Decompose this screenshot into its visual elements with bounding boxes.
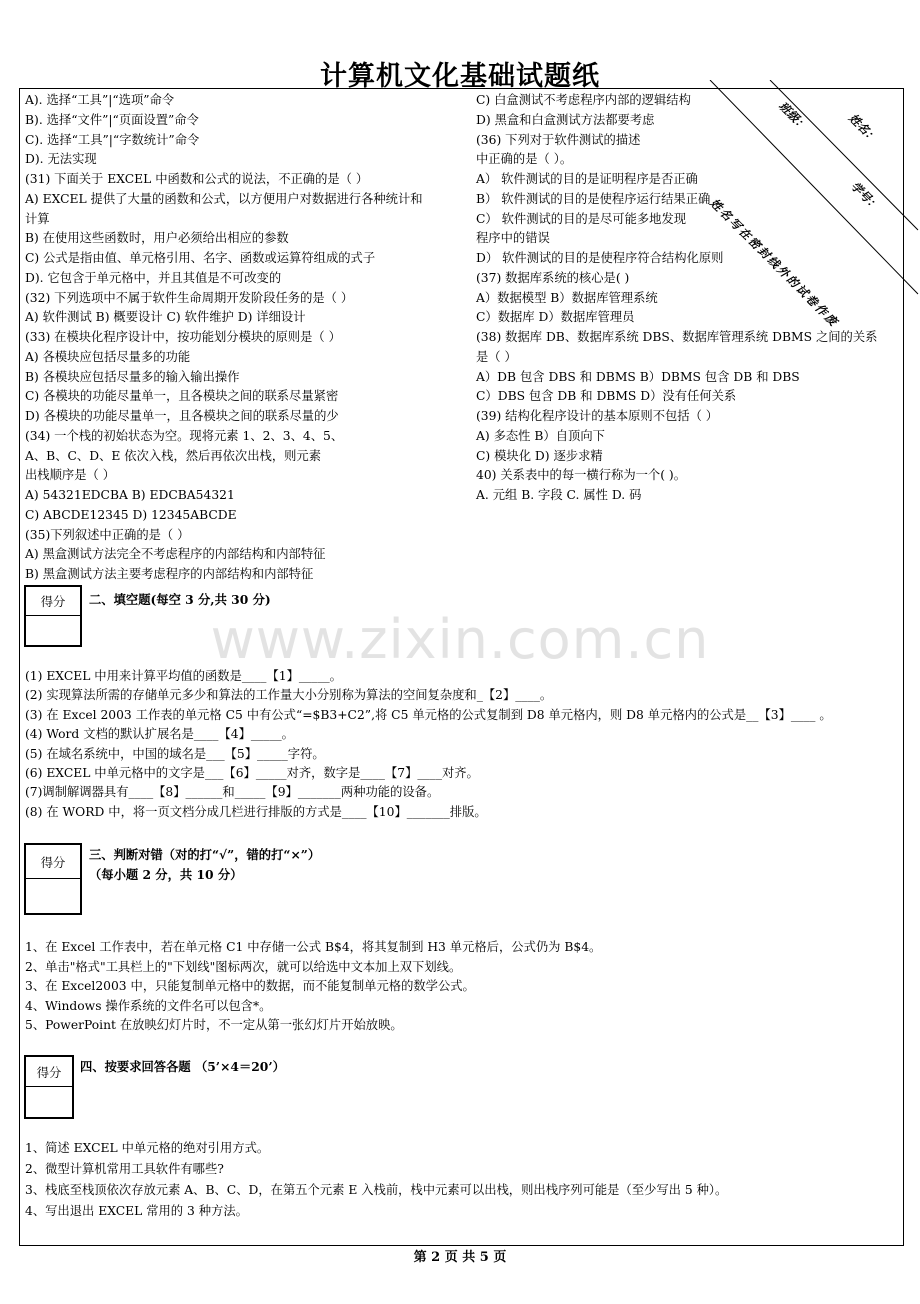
score-label: 得分 <box>26 587 80 616</box>
question-line: A）DB 包含 DBS 和 DBMS B）DBMS 包含 DB 和 DBS <box>476 369 800 384</box>
question-line: B) 各模块应包括尽量多的输入输出操作 <box>25 369 240 384</box>
question-line: A) 黑盒测试方法完全不考虑程序的内部结构和内部特征 <box>25 547 326 562</box>
question-line: (39) 结构化程序设计的基本原则不包括（ ） <box>476 409 719 423</box>
seal-name-label: 姓名： <box>846 110 881 146</box>
answer-question-item: 4、写出退出 EXCEL 常用的 3 种方法。 <box>25 1204 248 1218</box>
question-line: C) 各模块的功能尽量单一，且各模块之间的联系尽量紧密 <box>25 389 339 404</box>
question-line: A). 选择“工具”|“选项”命令 <box>25 93 175 107</box>
question-line: C）DBS 包含 DB 和 DBMS D）没有任何关系 <box>476 389 737 404</box>
question-line: (33) 在模块化程序设计中，按功能划分模块的原则是（ ） <box>25 330 341 344</box>
true-false-item: 3、在 Excel2003 中，只能复制单元格中的数据，而不能复制单元格的数学公式。 <box>25 979 475 994</box>
question-line: C) 模块化 D) 逐步求精 <box>476 448 603 463</box>
seal-lines <box>700 80 920 310</box>
question-line: 出栈顺序是（ ） <box>25 468 115 483</box>
section-title: 二、填空题(每空 3 分,共 30 分) <box>89 592 271 607</box>
score-box <box>24 843 82 915</box>
question-line: 是（ ） <box>476 349 517 364</box>
score-box <box>24 1055 74 1119</box>
fill-in-item: (1) EXCEL 中用来计算平均值的函数是____【1】_____。 <box>25 669 342 683</box>
question-line: B） 软件测试的目的是使程序运行结果正确 <box>476 191 711 206</box>
page-footer: 第 2 页 共 5 页 <box>413 1250 507 1265</box>
question-line: A) 54321EDCBA B) EDCBA54321 <box>25 488 235 502</box>
question-line: C). 选择“工具”|“字数统计”命令 <box>25 132 200 147</box>
answer-question-item: 3、栈底至栈顶依次存放元素 A、B、C、D，在第五个元素 E 入栈前，栈中元素可以出栈，则出栈序列可能是（至少写出 5 种）。 <box>25 1183 728 1197</box>
question-line: 中正确的是（ ）。 <box>476 152 573 167</box>
question-line: (37) 数据库系统的核心是( ) <box>476 270 630 285</box>
fill-in-item: (7)调制解调器具有____【8】______和_____【9】_______两种功能的设备。 <box>25 785 440 800</box>
question-line: D). 无法实现 <box>25 152 97 167</box>
seal-class-label: 班级： <box>776 98 811 134</box>
question-line: (31) 下面关于 EXCEL 中函数和公式的说法，不正确的是（ ） <box>25 172 369 186</box>
question-line: C） 软件测试的目的是尽可能多地发现 <box>476 211 687 226</box>
question-line: D) 各模块的功能尽量单一，且各模块之间的联系尽量的少 <box>25 409 339 423</box>
seal-id-label: 学号： <box>848 178 883 214</box>
question-line: (38) 数据库 DB、数据库系统 DBS、数据库管理系统 DBMS 之间的关系 <box>476 330 878 344</box>
answer-question-item: 2、微型计算机常用工具软件有哪些? <box>25 1162 224 1176</box>
question-line: A) 多态性 B）自顶向下 <box>476 428 605 443</box>
fill-in-item: (4) Word 文档的默认扩展名是____【4】_____。 <box>25 727 294 742</box>
seal-note: 姓名写在密封线外的试卷作废 <box>707 195 842 330</box>
question-line: 计算 <box>25 211 50 226</box>
question-line: B) 黑盒测试方法主要考虑程序的内部结构和内部特征 <box>25 567 314 581</box>
question-line: C) 公式是指由值、单元格引用、名字、函数或运算符组成的式子 <box>25 251 376 265</box>
question-line: A） 软件测试的目的是证明程序是否正确 <box>476 172 698 186</box>
fill-in-item: (5) 在域名系统中，中国的域名是___【5】_____字符。 <box>25 746 325 761</box>
question-line: B) 在使用这些函数时，用户必须给出相应的参数 <box>25 231 289 246</box>
question-line: D). 它包含于单元格中，并且其值是不可改变的 <box>25 270 282 285</box>
question-line: A、B、C、D、E 依次入栈，然后再依次出栈，则元素 <box>25 448 322 463</box>
true-false-item: 5、PowerPoint 在放映幻灯片时，不一定从第一张幻灯片开始放映。 <box>25 1018 403 1033</box>
question-line: 40) 关系表中的每一横行称为一个( )。 <box>476 468 687 483</box>
fill-in-item: (2) 实现算法所需的存储单元多少和算法的工作量大小分别称为算法的空间复杂度和_【2】____。 <box>25 688 553 703</box>
true-false-item: 1、在 Excel 工作表中，若在单元格 C1 中存储一公式 B$4，将其复制到 H3 单元格后，公式仍为 B$4。 <box>25 940 602 954</box>
fill-in-item: (3) 在 Excel 2003 工作表的单元格 C5 中有公式“=$B3+C2”,将 C5 单元格的公式复制到 D8 单元格内，则 D8 单元格内的公式是__【3】____ 。 <box>25 707 832 722</box>
question-line: A) 各模块应包括尽量多的功能 <box>25 349 191 364</box>
true-false-item: 4、Windows 操作系统的文件名可以包含*。 <box>25 998 272 1013</box>
question-line: A) 软件测试 B) 概要设计 C) 软件维护 D) 详细设计 <box>25 310 306 325</box>
question-line: C) 白盒测试不考虑程序内部的逻辑结构 <box>476 93 691 107</box>
question-line: A. 元组 B. 字段 C. 属性 D. 码 <box>476 488 642 502</box>
question-line: A）数据模型 B）数据库管理系统 <box>476 290 658 305</box>
section-subtitle: （每小题 2 分，共 10 分） <box>89 867 243 882</box>
question-line: C) ABCDE12345 D) 12345ABCDE <box>25 507 237 522</box>
question-line: B). 选择“文件”|“页面设置”命令 <box>25 112 199 127</box>
score-label: 得分 <box>26 845 80 879</box>
section-title: 四、按要求回答各题 （5’×4＝20’） <box>80 1059 285 1074</box>
question-line: C）数据库 D）数据库管理员 <box>476 310 635 325</box>
question-line: (35)下列叙述中正确的是（ ） <box>25 527 190 542</box>
fill-in-item: (6) EXCEL 中单元格中的文字是___【6】_____对齐，数字是____【7】____对齐。 <box>25 766 479 780</box>
true-false-item: 2、单击"格式"工具栏上的"下划线"图标两次，就可以给选中文本加上双下划线。 <box>25 959 462 974</box>
question-line: D) 黑盒和白盒测试方法都要考虑 <box>476 112 655 127</box>
question-line: (32) 下列选项中不属于软件生命周期开发阶段任务的是（ ） <box>25 290 354 305</box>
question-line: (36) 下列对于软件测试的描述 <box>476 132 641 147</box>
section-title: 三、判断对错（对的打“√”，错的打“×”） <box>89 847 321 862</box>
watermark: www.zixin.com.cn <box>210 608 710 671</box>
score-box <box>24 585 82 647</box>
question-line: 程序中的错误 <box>476 231 550 246</box>
question-line: D） 软件测试的目的是使程序符合结构化原则 <box>476 251 724 265</box>
page-title: 计算机文化基础试题纸 <box>320 61 600 92</box>
fill-in-item: (8) 在 WORD 中，将一页文档分成几栏进行排版的方式是____【10】_______排版。 <box>25 804 487 819</box>
question-line: (34) 一个栈的初始状态为空。现将元素 1、2、3、4、5、 <box>25 428 344 443</box>
score-label: 得分 <box>26 1057 72 1087</box>
question-line: A) EXCEL 提供了大量的函数和公式，以方便用户对数据进行各种统计和 <box>25 191 423 206</box>
answer-question-item: 1、简述 EXCEL 中单元格的绝对引用方式。 <box>25 1141 270 1155</box>
